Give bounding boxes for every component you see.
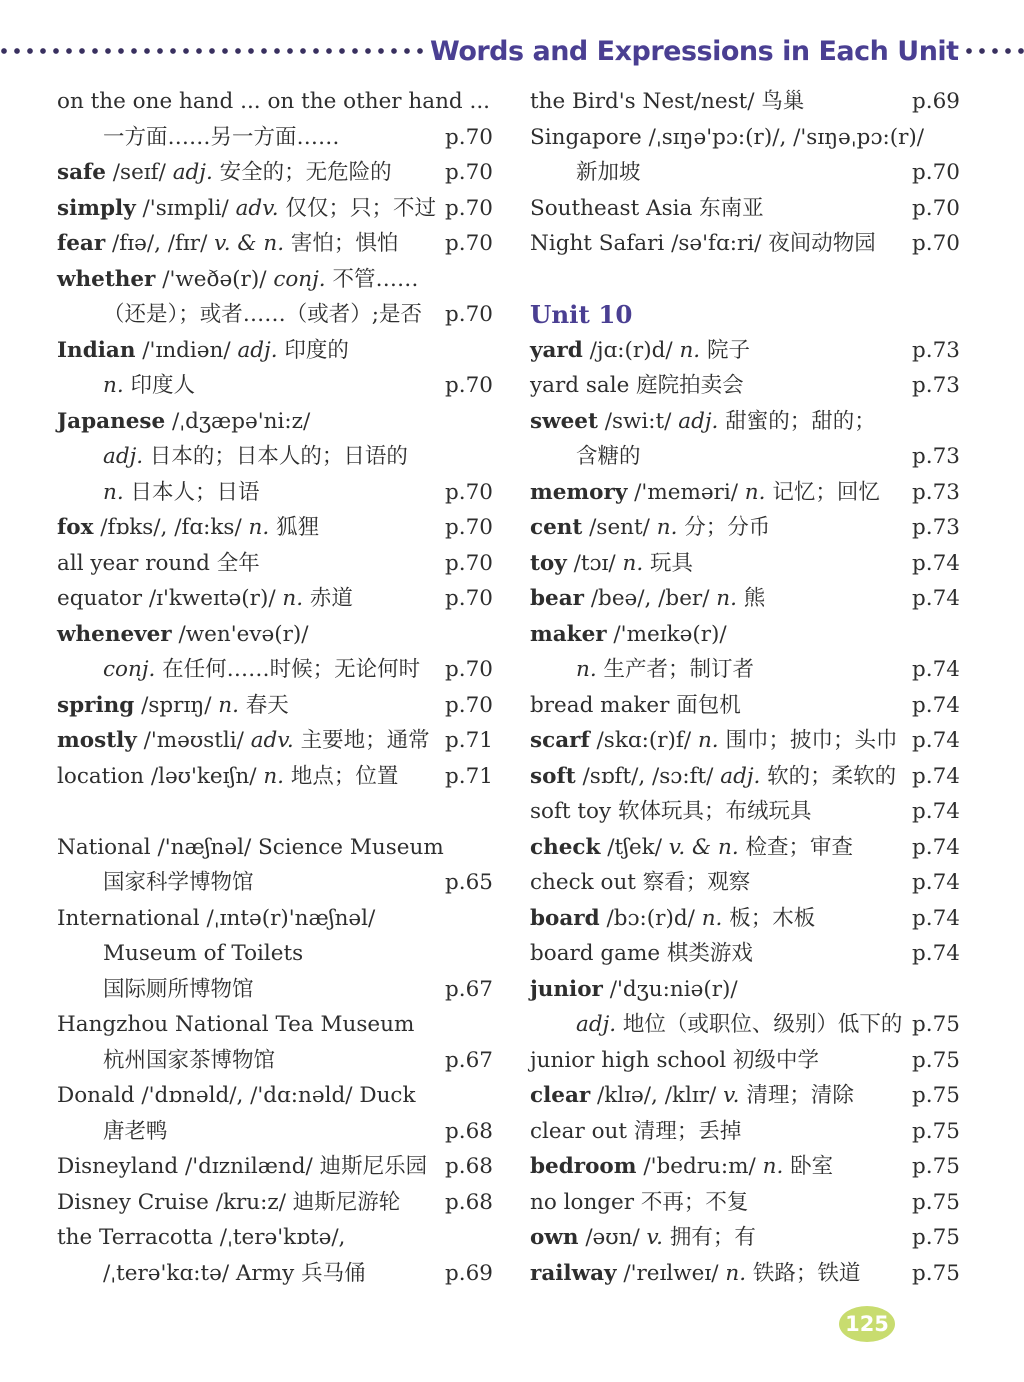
entry-line	[530, 368, 960, 404]
entry-line	[57, 84, 493, 120]
entry-text: soft /sɒft/, /sɔ:ft/ adj. 软的；柔软的	[530, 763, 897, 789]
entry-line	[530, 652, 960, 688]
page-ref: p.71	[445, 763, 493, 789]
entry-line	[530, 901, 960, 937]
entry-line	[57, 759, 493, 795]
entry-text: 含糖的	[576, 444, 641, 469]
entry-text: Indian /'ɪndiən/ adj. 印度的	[57, 337, 349, 363]
entry-text: bread maker 面包机	[530, 692, 741, 718]
entry-text: scarf /skɑ:(r)f/ n. 围巾；披巾；头巾	[530, 728, 898, 753]
entry-text: check /tʃek/ v. & n. 检查；审查	[530, 834, 854, 860]
entry-text: no longer 不再；不复	[530, 1189, 749, 1215]
entry-text: Japanese /ˌdʒæpə'ni:z/	[57, 408, 311, 434]
entry-text: adj. 日本的；日本人的；日语的	[103, 444, 408, 469]
entry-text: Southeast Asia 东南亚	[530, 195, 764, 221]
right-column	[530, 84, 960, 1291]
page-ref: p.69	[912, 89, 960, 114]
dotted-rule-right	[965, 47, 1024, 55]
entry-line	[530, 191, 960, 227]
entry-line	[530, 475, 960, 511]
page-header	[0, 36, 1024, 66]
page-ref: p.74	[912, 834, 960, 860]
entry-line	[530, 1043, 960, 1079]
entry-line	[57, 1220, 493, 1256]
entry-line	[530, 1149, 960, 1185]
entry-line	[530, 1114, 960, 1150]
entry-line	[57, 546, 493, 582]
entry-line	[57, 155, 493, 191]
entry-line	[530, 1185, 960, 1221]
page-ref: p.74	[912, 799, 960, 824]
entry-line	[57, 1078, 493, 1114]
page-ref: p.70	[912, 195, 960, 221]
entry-line	[57, 404, 493, 440]
entry-line	[530, 723, 960, 759]
entry-line	[57, 830, 493, 866]
page-ref: p.75	[912, 1047, 960, 1073]
entry-line	[57, 688, 493, 724]
entry-text: board /bɔ:(r)d/ n. 板；木板	[530, 905, 816, 931]
entry-line	[57, 901, 493, 937]
entry-text: Hangzhou National Tea Museum	[57, 1012, 415, 1037]
entry-line	[57, 1256, 493, 1292]
page-ref: p.70	[445, 515, 493, 540]
entry-text: Night Safari /sə'fɑ:ri/ 夜间动物园	[530, 231, 876, 256]
entry-line	[57, 1149, 493, 1185]
entry-text: junior /'dʒu:niə(r)/	[530, 976, 738, 1002]
entry-text: clear out 清理；丢掉	[530, 1118, 742, 1144]
entry-text: simply /'sɪmpli/ adv. 仅仅；只；不过	[57, 195, 436, 221]
entry-line	[57, 652, 493, 688]
entry-text: 新加坡	[576, 160, 641, 185]
entry-text: clear /klɪə/, /klɪr/ v. 清理；清除	[530, 1083, 854, 1108]
page-ref: p.74	[912, 763, 960, 789]
entry-text: Donald /'dɒnəld/, /'dɑ:nəld/ Duck	[57, 1083, 416, 1108]
page-ref: p.68	[445, 1118, 493, 1144]
page-ref: p.74	[912, 870, 960, 895]
entry-text: toy /tɔɪ/ n. 玩具	[530, 550, 694, 576]
page-ref: p.73	[912, 373, 960, 398]
page-ref: p.74	[912, 586, 960, 611]
entry-line	[57, 191, 493, 227]
entry-line	[57, 368, 493, 404]
entry-line	[530, 439, 960, 475]
entry-text: location /ləʊ'keɪʃn/ n. 地点；位置	[57, 763, 399, 789]
page-ref: p.70	[445, 231, 493, 256]
entry-line	[57, 439, 493, 475]
unit-heading: Unit 10	[530, 300, 633, 329]
entry-text: National /'næʃnəl/ Science Museum	[57, 834, 444, 860]
entry-text: conj. 在任何……时候；无论何时	[103, 657, 421, 682]
entry-text: 国家科学博物馆	[103, 870, 254, 895]
entry-text: n. 生产者；制订者	[576, 657, 755, 682]
page-ref: p.74	[912, 550, 960, 576]
entry-line	[57, 723, 493, 759]
page-ref: p.74	[912, 941, 960, 966]
entry-line	[57, 1114, 493, 1150]
entry-text: the Bird's Nest/nest/ 鸟巢	[530, 89, 805, 114]
entry-text: adj. 地位（或职位、级别）低下的	[576, 1012, 903, 1037]
entry-text: Disneyland /'dɪznilænd/ 迪斯尼乐园	[57, 1154, 428, 1179]
page-ref: p.65	[445, 870, 493, 895]
page-ref: p.73	[912, 479, 960, 505]
entry-line	[57, 333, 493, 369]
entry-text: 唐老鸭	[103, 1118, 168, 1144]
page-ref: p.75	[912, 1012, 960, 1037]
entry-text: check out 察看；观察	[530, 870, 751, 895]
page-ref: p.70	[912, 231, 960, 256]
entry-text: 国际厕所博物馆	[103, 976, 254, 1002]
entry-line	[530, 759, 960, 795]
page-ref: p.70	[912, 160, 960, 185]
page-ref: p.70	[445, 550, 493, 576]
spacer	[530, 262, 960, 298]
entry-text: bedroom /'bedru:m/ n. 卧室	[530, 1154, 834, 1179]
entry-line	[57, 865, 493, 901]
page-ref: p.70	[445, 195, 493, 221]
page-ref: p.73	[912, 337, 960, 363]
entry-line	[57, 475, 493, 511]
page-ref: p.70	[445, 124, 493, 150]
entry-line	[530, 794, 960, 830]
entry-line	[530, 333, 960, 369]
entry-text: n. 日本人；日语	[103, 479, 260, 505]
entry-line	[530, 688, 960, 724]
entry-text: own /əʊn/ v. 拥有；有	[530, 1225, 756, 1250]
page-ref: p.74	[912, 905, 960, 931]
entry-line	[530, 546, 960, 582]
entry-text: board game 棋类游戏	[530, 941, 753, 966]
entry-text: on the one hand ... on the other hand ...	[57, 89, 491, 114]
page-ref: p.70	[445, 692, 493, 718]
entry-line	[57, 972, 493, 1008]
page-ref: p.74	[912, 692, 960, 718]
entry-text: 杭州国家茶博物馆	[103, 1047, 276, 1073]
entry-line	[57, 297, 493, 333]
entry-line	[530, 936, 960, 972]
page-ref: p.68	[445, 1154, 493, 1179]
page-ref: p.75	[912, 1260, 960, 1286]
dotted-rule-left	[0, 47, 424, 55]
page-ref: p.67	[445, 1047, 493, 1073]
entry-line	[57, 936, 493, 972]
page-ref: p.75	[912, 1118, 960, 1144]
entry-line	[57, 120, 493, 156]
entry-text: Singapore /ˌsɪŋə'pɔ:(r)/, /'sɪŋəˌpɔ:(r)/	[530, 124, 925, 150]
entry-line	[530, 155, 960, 191]
entry-text: junior high school 初级中学	[530, 1047, 819, 1073]
entry-text: yard /jɑ:(r)d/ n. 院子	[530, 337, 750, 363]
left-column	[57, 84, 493, 1291]
entry-text: soft toy 软体玩具；布绒玩具	[530, 799, 812, 824]
page-ref: p.75	[912, 1083, 960, 1108]
entry-text: equator /ɪ'kweɪtə(r)/ n. 赤道	[57, 586, 353, 611]
entry-line	[57, 510, 493, 546]
entry-text: n. 印度人	[103, 373, 196, 398]
entry-line	[530, 830, 960, 866]
entry-line	[530, 1256, 960, 1292]
entry-line	[530, 972, 960, 1008]
page-ref: p.75	[912, 1225, 960, 1250]
entry-text: whether /'weðə(r)/ conj. 不管……	[57, 266, 419, 292]
entry-line	[530, 226, 960, 262]
page-ref: p.71	[445, 728, 493, 753]
entry-text: fear /fɪə/, /fɪr/ v. & n. 害怕；惧怕	[57, 231, 399, 256]
entry-line	[530, 404, 960, 440]
page-ref: p.70	[445, 302, 493, 327]
entry-text: yard sale 庭院拍卖会	[530, 373, 744, 398]
entry-text: railway /'reɪlweɪ/ n. 铁路；铁道	[530, 1260, 861, 1286]
page-ref: p.73	[912, 444, 960, 469]
entry-line	[530, 617, 960, 653]
entry-text: whenever /wen'evə(r)/	[57, 621, 309, 647]
page-ref: p.70	[445, 373, 493, 398]
entry-line	[530, 581, 960, 617]
entry-line	[57, 1007, 493, 1043]
entry-line	[57, 226, 493, 262]
page-ref: p.74	[912, 657, 960, 682]
entry-line	[57, 1043, 493, 1079]
entry-line	[530, 120, 960, 156]
entry-line	[530, 510, 960, 546]
entry-text: Museum of Toilets	[103, 941, 304, 966]
entry-text: bear /beə/, /ber/ n. 熊	[530, 586, 766, 611]
page-ref: p.73	[912, 515, 960, 540]
entry-text: fox /fɒks/, /fɑ:ks/ n. 狐狸	[57, 515, 320, 540]
entry-line	[530, 84, 960, 120]
spacer	[57, 794, 493, 830]
entry-text: all year round 全年	[57, 550, 260, 576]
entry-line	[57, 1185, 493, 1221]
entry-line	[530, 1078, 960, 1114]
entry-text: mostly /'məʊstli/ adv. 主要地；通常	[57, 728, 430, 753]
entry-line	[57, 262, 493, 298]
page-ref: p.70	[445, 586, 493, 611]
entry-line	[57, 617, 493, 653]
entry-text: International /ˌɪntə(r)'næʃnəl/	[57, 905, 376, 931]
entry-text: cent /sent/ n. 分；分币	[530, 515, 771, 540]
entry-line	[530, 865, 960, 901]
entry-text: sweet /swi:t/ adj. 甜蜜的；甜的；	[530, 408, 876, 434]
entry-text: （还是）；或者……（或者）;是否	[103, 302, 422, 327]
page-ref: p.70	[445, 479, 493, 505]
entry-text: maker /'meɪkə(r)/	[530, 621, 727, 647]
entry-text: memory /'meməri/ n. 记忆；回忆	[530, 479, 880, 505]
entry-text: 一方面……另一方面……	[103, 124, 340, 150]
page-ref: p.75	[912, 1189, 960, 1215]
page-ref: p.68	[445, 1189, 493, 1215]
entry-line	[530, 1220, 960, 1256]
entry-line	[57, 581, 493, 617]
entry-line	[530, 1007, 960, 1043]
page-ref: p.74	[912, 728, 960, 753]
page-title: Words and Expressions in Each Unit	[430, 35, 959, 67]
page-ref: p.69	[445, 1260, 493, 1286]
page-ref: p.70	[445, 160, 493, 185]
entry-text: the Terracotta /ˌterə'kɒtə/,	[57, 1225, 346, 1250]
entry-text: safe /seɪf/ adj. 安全的；无危险的	[57, 160, 392, 185]
page-ref: p.70	[445, 657, 493, 682]
entry-text: spring /sprɪŋ/ n. 春天	[57, 692, 289, 718]
page-number-badge: 125	[839, 1306, 895, 1342]
entry-text: Disney Cruise /kru:z/ 迪斯尼游轮	[57, 1189, 401, 1215]
entry-text: /ˌterə'kɑ:tə/ Army 兵马俑	[103, 1260, 366, 1286]
page-ref: p.67	[445, 976, 493, 1002]
page-ref: p.75	[912, 1154, 960, 1179]
